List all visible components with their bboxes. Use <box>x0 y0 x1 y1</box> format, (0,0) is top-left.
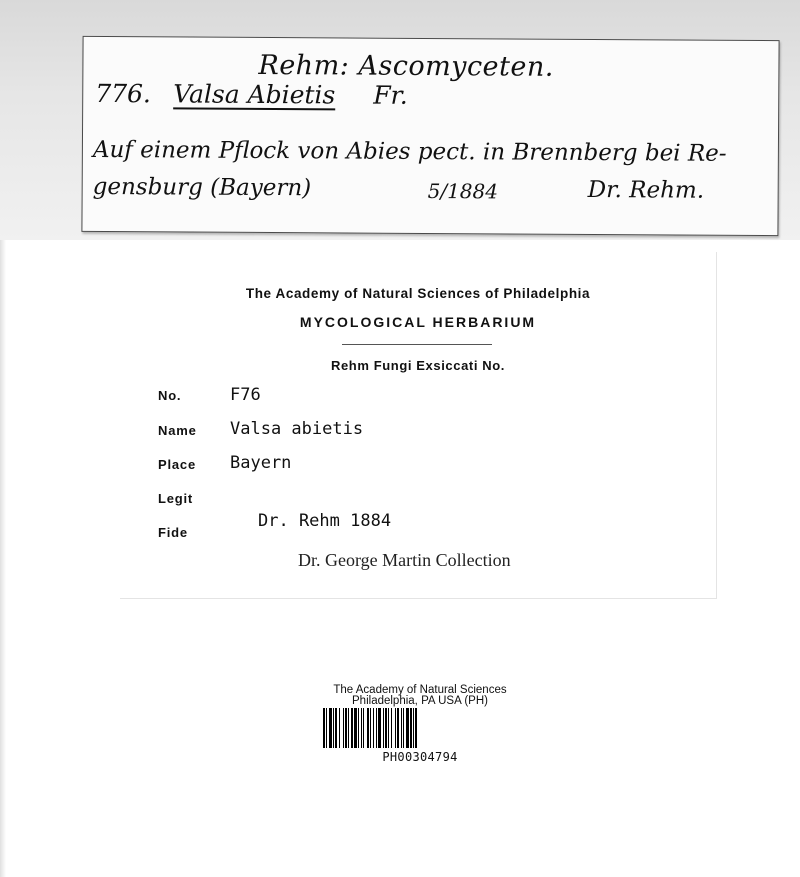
field-fide-label: Fide <box>158 525 188 540</box>
card-herbarium: MYCOLOGICAL HERBARIUM <box>299 314 537 330</box>
card-collector-year: Dr. Rehm 1884 <box>258 511 392 531</box>
scan-edge-shadow <box>0 240 6 877</box>
field-place-label: Place <box>158 457 196 472</box>
barcode-number: PH00304794 <box>382 750 458 764</box>
card-institution: The Academy of Natural Sciences of Philadelphia <box>245 286 591 301</box>
barcode-location: Philadelphia, PA USA (PH) <box>352 695 488 707</box>
card-divider <box>342 344 492 345</box>
label-author: Fr. <box>373 80 408 110</box>
label-number: 776. <box>95 78 152 109</box>
label-species: Valsa Abietis <box>173 79 336 110</box>
field-no-label: No. <box>158 388 182 403</box>
herbarium-card <box>120 252 717 599</box>
field-name-label: Name <box>158 423 197 438</box>
label-title: Rehm: Ascomyceten. <box>258 49 554 83</box>
label-locality-line1: Auf einem Pflock von Abies pect. in Brennberg bei Re- <box>92 136 727 167</box>
handwritten-label <box>81 36 779 236</box>
barcode-sticker <box>290 672 550 770</box>
label-date: 5/1884 <box>427 178 499 204</box>
field-name-value: Valsa abietis <box>230 419 364 439</box>
label-collector: Dr. Rehm. <box>587 176 705 204</box>
field-legit-label: Legit <box>158 491 194 506</box>
field-place-value: Bayern <box>230 453 292 473</box>
barcode-institution: The Academy of Natural Sciences <box>333 684 507 696</box>
barcode-image <box>323 708 517 748</box>
field-no-value: F76 <box>230 385 261 405</box>
label-locality-line2: gensburg (Bayern) <box>92 173 312 202</box>
card-collection: Dr. George Martin Collection <box>298 550 511 570</box>
card-series: Rehm Fungi Exsiccati No. <box>330 358 506 373</box>
